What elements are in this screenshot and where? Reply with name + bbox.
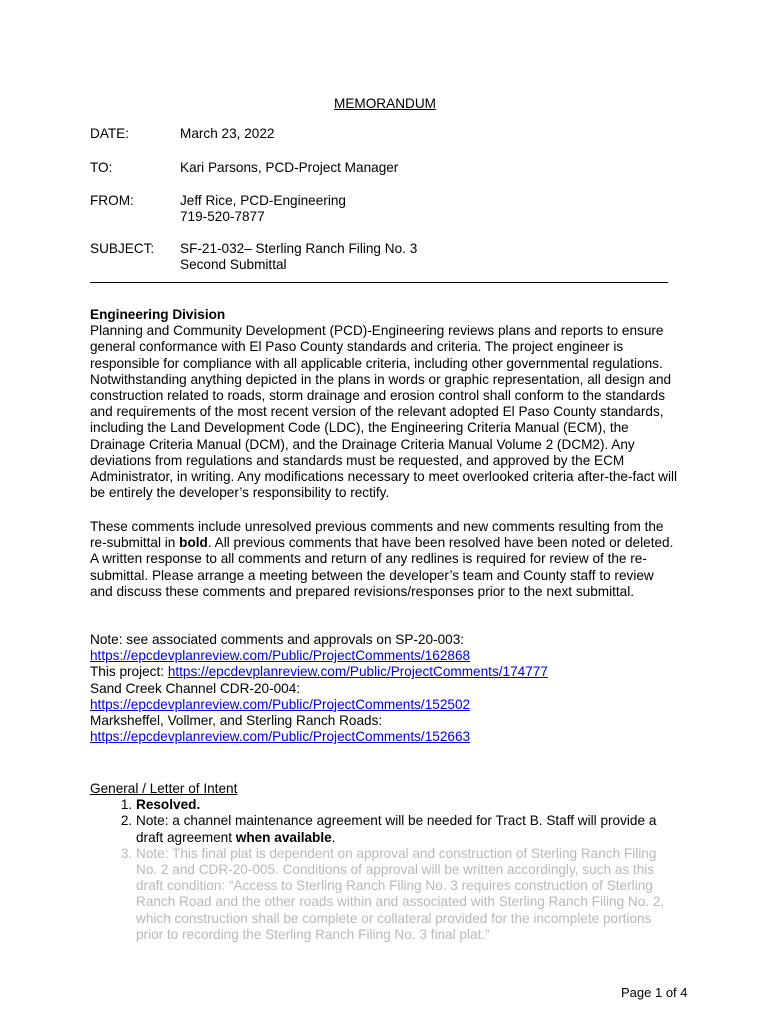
comments-bold-word: bold (179, 535, 208, 551)
list-item: 2. Note: a channel maintenance agreement will be needed for Tract B. Staff will provide a draft agreement when available. (136, 813, 678, 845)
from-label: FROM: (90, 193, 134, 208)
to-label: TO: (90, 160, 113, 175)
project-label: This project: (90, 664, 168, 680)
link-152502[interactable]: https://epcdevplanreview.com/Public/ProjectComments/152502 (90, 696, 471, 712)
comments-text-1: These comments include unresolved previous comments and new comments resulting from the re-submittal in (90, 519, 664, 551)
subject-label: SUBJECT: (90, 241, 155, 256)
comments-paragraph (90, 519, 678, 600)
list-item: 1. Resolved. (136, 797, 678, 813)
from-name: Jeff Rice, PCD-Engineering (180, 193, 346, 208)
date-label: DATE: (90, 126, 130, 141)
note-sand-creek: Sand Creek Channel CDR-20-004: (90, 680, 301, 696)
to-value: Kari Parsons, PCD-Project Manager (180, 160, 399, 175)
link-162868[interactable]: https://epcdevplanreview.com/Public/ProjectComments/162868 (90, 648, 471, 664)
engineering-section (90, 307, 678, 501)
divider-line (90, 282, 668, 283)
memo-title: MEMORANDUM (334, 96, 436, 111)
subject-line-2: Second Submittal (180, 257, 287, 273)
general-section (90, 781, 678, 943)
notes-section (90, 632, 678, 745)
from-phone: 719-520-7877 (180, 209, 265, 225)
note-roads: Marksheffel, Vollmer, and Sterling Ranch Roads: (90, 713, 383, 729)
engineering-paragraph: Planning and Community Development (PCD)-Engineering reviews plans and reports to ensure general conformance with El Paso County standards and criteria. The project engineer is responsible for compliance with all applicable criteria, including other governmental regulations. Notwithstanding anything depicted in the plans in words or graphic representation, all design and construction related to roads, storm drainage and erosion control shall conform to the standards and requirements of the most recent version of the relevant adopted El Paso County standards, including the Land Development Code (LDC), the Engineering Criteria Manual (ECM), the Drainage Criteria Manual (DCM), and the Drainage Criteria Manual Volume 2 (DCM2). Any deviations from regulations and standards must be requested, and approved by the ECM Administrator, in writing. Any modifications necessary to meet overlooked criteria after-the-fact will be entirely the developer’s responsibility to rectify. (90, 323, 678, 501)
general-heading: General / Letter of Intent (90, 781, 238, 796)
date-value: March 23, 2022 (180, 126, 275, 141)
comments-text-2: . All previous comments that have been resolved have been noted or deleted. A written response to all comments and return of any redlines is required for review of the re-submittal. Please arrange a meeting between the developer’s team and County staff to review and discuss these comments and prepared revisions/responses prior to the next submittal. (90, 535, 674, 599)
link-152663[interactable]: https://epcdevplanreview.com/Public/ProjectComments/152663 (90, 729, 471, 745)
engineering-heading: Engineering Division (90, 307, 226, 322)
note-sp-line: Note: see associated comments and approvals on SP-20-003: (90, 632, 465, 647)
page-number: Page 1 of 4 (621, 985, 688, 1000)
subject-line-1: SF-21-032– Sterling Ranch Filing No. 3 (180, 241, 418, 256)
list-item: 3. Note: This final plat is dependent on approval and construction of Sterling Ranch Filing No. 2 and CDR-20-005. Conditions of approval will be written accordingly, such as this draft condition: “Access to Sterling Ranch Filing No. 3 requires construction of Sterling Ranch Road and the other roads within and associated with Sterling Ranch Filing No. 2, which construction shall be complete or collateral provided for the incomplete portions prior to recording the Sterling Ranch Filing No. 3 final plat.” (136, 846, 678, 943)
general-list (90, 797, 678, 943)
link-174777[interactable]: https://epcdevplanreview.com/Public/ProjectComments/174777 (167, 664, 548, 680)
